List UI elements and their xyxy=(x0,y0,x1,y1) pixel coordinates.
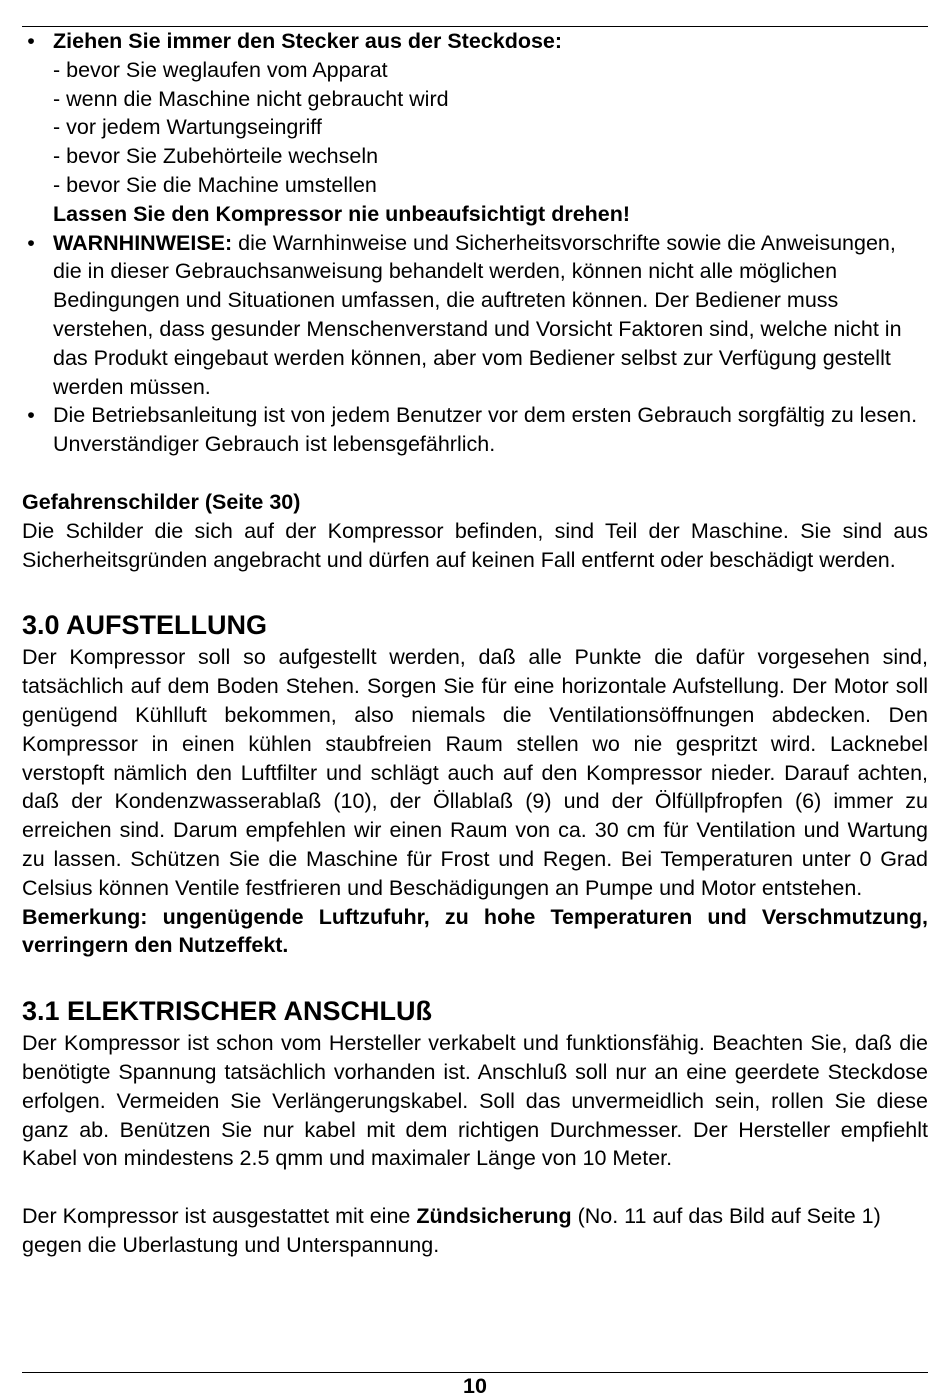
warnings-text: die Warnhinweise und Sicherheitsvorschrifte sowie die Anweisungen, die in dieser Gebrauchsanweisung behandelt werden, können nicht alle möglichen Bedingungen und Situationen umfassen, die auftreten können. Der Bediener muss verstehen, dass gesunder Menschenverstand und Vorsicht Faktoren sind, welche nicht in das Produkt eingebaut werden können, aber vom Bediener selbst zur Verfügung gestellt werden müssen. xyxy=(53,230,902,399)
manual-text: Die Betriebsanleitung ist von jedem Benutzer vor dem ersten Gebrauch sorgfältig zu lesen. Unverständiger Gebrauch ist lebensgefährlich. xyxy=(53,403,918,457)
danger-signs-text: Die Schilder die sich auf der Kompressor befinden, sind Teil der Maschine. Sie sind aus Sicherheitsgründen angebracht und dürfen auf keinen Fall entfernt oder beschädigt werden. xyxy=(22,518,928,572)
bullet-warnings xyxy=(22,229,928,402)
unplug-closing: Lassen Sie den Kompressor nie unbeaufsichtigt drehen! xyxy=(53,201,631,226)
unplug-item: - vor jedem Wartungseingriff xyxy=(53,115,322,140)
fuse-paragraph xyxy=(22,1202,928,1260)
danger-signs-heading: Gefahrenschilder (Seite 30) xyxy=(22,489,301,514)
unplug-item: - bevor Sie Zubehörteile wechseln xyxy=(53,144,379,169)
bullet-dot: • xyxy=(27,230,35,255)
bullet-unplug xyxy=(22,27,928,229)
section-title-electrical: 3.1 ELEKTRISCHER ANSCHLUß xyxy=(22,996,433,1027)
bullet-dot: • xyxy=(27,403,35,428)
bullet-dot: • xyxy=(27,29,35,53)
unplug-item: - wenn die Maschine nicht gebraucht wird xyxy=(53,86,449,111)
setup-text: Der Kompressor soll so aufgestellt werden, daß alle Punkte die dafür vorgesehen sind, tatsächlich auf dem Boden Stehen. Sorgen Sie für eine horizontale Aufstellung. Der Motor soll genügend Kühlluft bekommen, also niemals die Ventilationsöffnungen abdecken. Den Kompressor in einen kühlen staubfreien Raum stellen wo nie gespritzt wird. Lacknebel verstopft nämlich den Luftfilter und schlägt auch auf den Kompressor nieder. Darauf achten, daß der Kondenzwasserablaß (10), der Öllablaß (9) und der Ölfüllpfropfen (6) immer zu erreichen sind. Darum empfehlen wir einen Raum von ca. 30 cm für Ventilation und Wartung zu lassen. Schützen Sie die Maschine für Frost und Regen. Bei Temperaturen unter 0 Grad Celsius können Ventile festfrieren und Beschädigungen an Pumpe und Motor entstehen. xyxy=(22,645,928,900)
section-title-setup: 3.0 AUFSTELLUNG xyxy=(22,610,268,641)
setup-remark: Bemerkung: ungenügende Luftzufuhr, zu hohe Temperaturen und Verschmutzung, verringern den Nutzeffekt. xyxy=(22,904,928,958)
fuse-term: Zündsicherung xyxy=(416,1204,572,1229)
page-content xyxy=(22,27,928,1260)
unplug-item: - bevor Sie die Machine umstellen xyxy=(53,172,377,197)
electrical-text: Der Kompressor ist schon vom Hersteller verkabelt und funktionsfähig. Beachten Sie, daß die benötigte Spannung tatsächlich vorhanden ist. Anschluß soll nur an eine geerdete Steckdose erfolgen. Vermeiden Sie Verlängerungskabel. Soll das unvermeidlich sein, rollen Sie diese ganz ab. Benützen Sie nur kabel mit dem richtigen Durchmesser. Der Hersteller empfiehlt Kabel von mindestens 2.5 qmm und maximaler Länge von 10 Meter. xyxy=(22,1031,928,1171)
warnings-label: WARNHINWEISE: xyxy=(53,230,233,255)
unplug-item: - bevor Sie weglaufen vom Apparat xyxy=(53,57,388,82)
unplug-heading: Ziehen Sie immer den Stecker aus der Steckdose: xyxy=(53,29,563,53)
fuse-text-pre: Der Kompressor ist ausgestattet mit eine xyxy=(22,1204,417,1229)
page-number: 10 xyxy=(463,1374,487,1398)
fuse-text-post: (No. 11 auf das Bild auf Seite 1) gegen die Uberlastung und Unterspannung. xyxy=(22,1204,881,1257)
bullet-manual xyxy=(22,401,928,459)
